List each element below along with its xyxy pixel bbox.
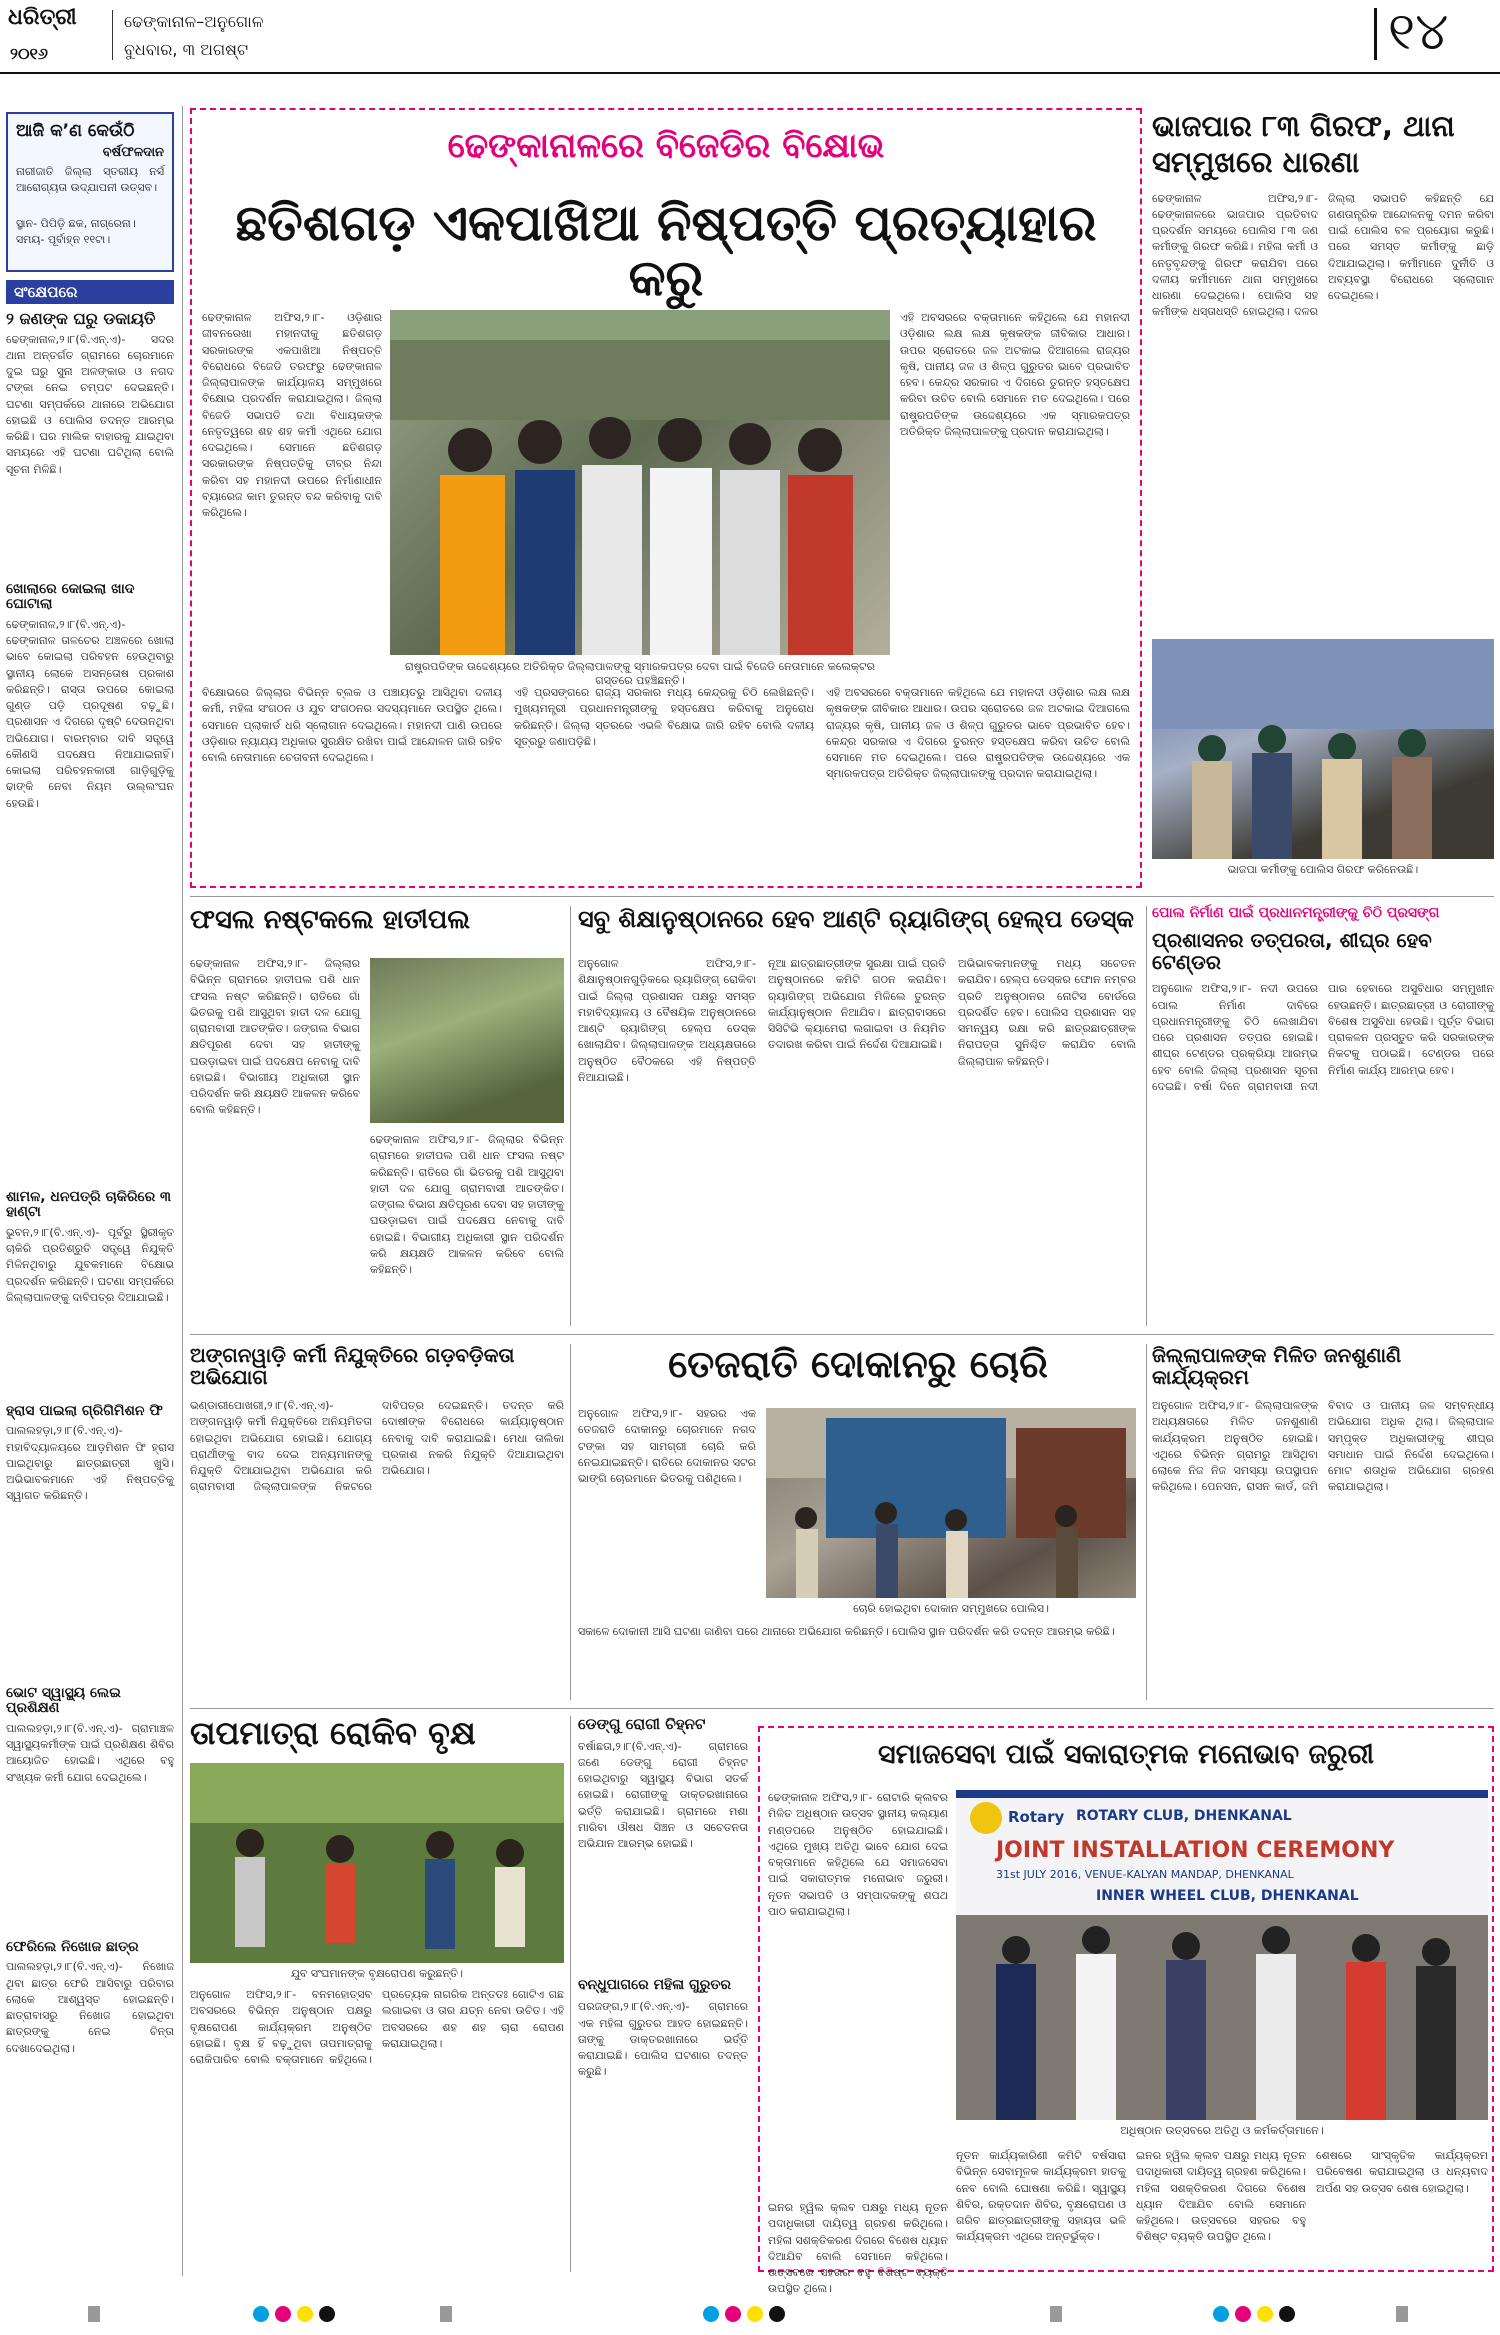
- brief-headline: ୨ ଜଣଙ୍କ ଘରୁ ଡକାୟତି: [6, 309, 156, 328]
- tender-headline: ପ୍ରଶାସନର ତତ୍ପରତା, ଶୀଘ୍ର ହେବ ଟେଣ୍ଡର: [1152, 928, 1432, 975]
- rotary-body-c: ଇନର ହ୍ୱିଲ କ୍ଲବ ପକ୍ଷରୁ ମଧ୍ୟ ନୂତନ ପଦାଧିକାରୀ ଦାୟିତ୍ୱ ଗ୍ରହଣ କରିଥିଲେ। ମହିଳା ସଶକ୍ତିକରଣ ଦିଗରେ ବିଶେଷ ଧ୍ୟାନ ଦିଆଯିବ ବୋଲି ସେମାନେ କହିଥିଲେ। ଉତ୍ସବରେ ସହରର ବହୁ ବିଶିଷ୍ଟ ବ୍ୟକ୍ତି ଉପସ୍ଥିତ ଥିଲେ।: [1136, 2149, 1306, 2244]
- brief-label-text: ସଂକ୍ଷେପରେ: [14, 283, 78, 301]
- yellow-dot: [747, 2306, 763, 2322]
- logo-text: ଧରିତ୍ରୀ: [8, 5, 77, 30]
- yellow-dot: [1257, 2306, 1273, 2322]
- brief-3: [6, 1190, 174, 1400]
- row2-rule-b: [1146, 906, 1147, 1326]
- theft-photo: [766, 1408, 1136, 1598]
- tender-body: ଅନୁଗୋଳ ଅଫିସ,୨।୮- ନଦୀ ଉପରେ ପୋଲ ନିର୍ମାଣ ଦାବିରେ ପ୍ରଧାନମନ୍ତ୍ରୀଙ୍କୁ ଚିଠି ଲେଖାଯିବା ପରେ ପ୍ରଶାସନ ତତ୍ପର ହୋଇଛି। ଶୀଘ୍ର ଟେଣ୍ଡର ପ୍ରକ୍ରିୟା ଆରମ୍ଭ ହେବ ବୋଲି ଜିଲ୍ଲା ପ୍ରଶାସନ ସୂଚନା ଦେଇଛି। ବର୍ଷା ଦିନେ ଗ୍ରାମବାସୀ ନଦୀ ପାର ହେବାରେ ଅସୁବିଧାର ସମ୍ମୁଖୀନ ହେଉଛନ୍ତି। ଛାତ୍ରଛାତ୍ରୀ ଓ ରୋଗୀଙ୍କୁ ବିଶେଷ ଅସୁବିଧା ହେଉଛି। ପୂର୍ତ୍ତ ବିଭାଗ ପ୍ରାକଳନ ପ୍ରସ୍ତୁତ କରି ସରକାରଙ୍କ ନିକଟକୁ ପଠାଇଛି। ଟେଣ୍ଡର ପରେ ନିର୍ମାଣ କାର୍ଯ୍ୟ ଆରମ୍ଭ ହେବ।: [1152, 982, 1494, 1093]
- rotary-story: [758, 1726, 1494, 2296]
- gray-mark: [1050, 2306, 1062, 2322]
- woman-brief-headline: ବନ୍ଧୁପାଗରେ ମହିଳା ଗୁରୁତର: [578, 1977, 731, 1993]
- today-venue: ସ୍ଥାନ- ପିପିଡ଼ି ଛକ, ନାଗ୍ରେନା।: [16, 216, 136, 230]
- rotary-body-a: ଢେଙ୍କାନାଳ ଅଫିସ,୨।୮- ରୋଟାରି କ୍ଲବର ମିଳିତ ଅଧିଷ୍ଠାନ ଉତ୍ସବ ସ୍ଥାନୀୟ କଲ୍ୟାଣ ମଣ୍ଡପରେ ଅନୁଷ୍ଠିତ ହୋଇଯାଇଛି। ଏଥିରେ ମୁଖ୍ୟ ଅତିଥି ଭାବେ ଯୋଗ ଦେଇ ବକ୍ତାମାନେ କହିଥିଲେ ଯେ ସମାଜସେବା ପାଇଁ ସକାରାତ୍ମକ ମନୋଭାବ ଜରୁରୀ। ନୂତନ ସଭାପତି ଓ ସମ୍ପାଦକଙ୍କୁ ଶପଥ ପାଠ କରାଯାଇଥିଲା।: [768, 1791, 948, 1918]
- elephant-photo: [370, 958, 564, 1123]
- lead-body-d: ଏହି ପ୍ରସଙ୍ଗରେ ରାଜ୍ୟ ସରକାର ମଧ୍ୟ କେନ୍ଦ୍ରକୁ ଚିଠି ଲେଖିଛନ୍ତି। ମୁଖ୍ୟମନ୍ତ୍ରୀ ପ୍ରଧାନମନ୍ତ୍ରୀଙ୍କୁ ହସ୍ତକ୍ଷେପ କରିବାକୁ ଅନୁରୋଧ କରିଛନ୍ତି। ଜିଲ୍ଲା ସ୍ତରରେ ଏଭଳି ବିକ୍ଷୋଭ ଜାରି ରହିବ ବୋଲି ଦଳୀୟ ସୂତ୍ରରୁ ଜଣାପଡ଼ିଛି।: [514, 686, 814, 748]
- row3-rule-b: [1146, 1344, 1147, 1700]
- lead-photo-people: [390, 310, 890, 655]
- lead-photo: [390, 310, 890, 655]
- today-subtitle: ବର୍ଷଫଳଦାନ: [102, 144, 164, 160]
- janasunani-story: [1152, 1344, 1494, 1700]
- ragging-body-a: ଅନୁଗୋଳ ଅଫିସ,୨।୮- ଶିକ୍ଷାନୁଷ୍ଠାନଗୁଡ଼ିକରେ ର‍୍ୟାଗିଙ୍ଗ୍ ରୋକିବା ପାଇଁ ଜିଲ୍ଲା ପ୍ରଶାସନ ପକ୍ଷରୁ ସମସ୍ତ ମହାବିଦ୍ୟାଳୟ ଓ ବୈଷୟିକ ଅନୁଷ୍ଠାନରେ ଆଣ୍ଟି ର‍୍ୟାଗିଙ୍ଗ୍ ହେଲ୍ପ ଡେସ୍କ ଖୋଲାଯିବ। ଜିଲ୍ଲାପାଳଙ୍କ ଅଧ୍ୟକ୍ଷତାରେ ଅନୁଷ୍ଠିତ ବୈଠକରେ ଏହି ନିଷ୍ପତ୍ତି ନିଆଯାଇଛି।: [578, 957, 756, 1084]
- bjp-caption: ଭାଜପା କର୍ମୀଙ୍କୁ ପୋଲିସ ଗିରଫ କରିନେଉଛି।: [1227, 862, 1419, 876]
- rotary-banner-line4: INNER WHEEL CLUB, DHENKANAL: [1096, 1888, 1359, 1904]
- rotary-body-b: ନୂତନ କାର୍ଯ୍ୟକାରିଣୀ କମିଟି ବର୍ଷସାରା ବିଭିନ୍ନ ସେବାମୂଳକ କାର୍ଯ୍ୟକ୍ରମ ହାତକୁ ନେବ ବୋଲି ଘୋଷଣା କରିଛି। ସ୍ୱାସ୍ଥ୍ୟ ଶିବିର, ରକ୍ତଦାନ ଶିବିର, ବୃକ୍ଷରୋପଣ ଓ ଗରିବ ଛାତ୍ରଛାତ୍ରୀଙ୍କୁ ସହାୟତା ଭଳି କାର୍ଯ୍ୟକ୍ରମ ଏଥିରେ ଅନ୍ତର୍ଭୁକ୍ତ।: [956, 2149, 1126, 2244]
- woman-brief: [578, 1978, 748, 2272]
- ragging-body-b: ନୂଆ ଛାତ୍ରଛାତ୍ରୀଙ୍କ ସୁରକ୍ଷା ପାଇଁ ପ୍ରତି ଅନୁଷ୍ଠାନରେ କମିଟି ଗଠନ କରାଯିବ। ର‍୍ୟାଗିଙ୍ଗ୍ ଅଭିଯୋଗ ମିଳିଲେ ତୁରନ୍ତ କାର୍ଯ୍ୟାନୁଷ୍ଠାନ ନିଆଯିବ। ଛାତ୍ରାବାସରେ ସିସିଟିଭି କ୍ୟାମେରା ଲଗାଇବା ଓ ନିୟମିତ ତଦାରଖ କରିବା ପାଇଁ ନିର୍ଦ୍ଦେଶ ଦିଆଯାଇଛି।: [768, 957, 946, 1052]
- masthead: [0, 0, 1500, 72]
- brief-body: ଢେଙ୍କାନାଳ,୨।୮(ବି.ଏନ୍‌.ଏ)- ସଦର ଥାନା ଅନ୍ତର୍ଗତ ଗ୍ରାମରେ ଚୋରମାନେ ଦୁଇ ଘରୁ ସୁନା ଅଳଙ୍କାର ଓ ନଗଦ ଟଙ୍କା ନେଇ ଚମ୍ପଟ ଦେଇଛନ୍ତି। ଘଟଣା ସମ୍ପର୍କରେ ଥାନାରେ ଅଭିଯୋଗ ହୋଇଛି ଓ ପୋଲିସ ତଦନ୍ତ ଆରମ୍ଭ କରିଛି। ଘର ମାଲିକ ବାହାରକୁ ଯାଇଥିବା ସମୟରେ ଏହି ଘଟଣା ଘଟିଥିଲା ବୋଲି ସୂଚନା ମିଳିଛି।: [6, 332, 174, 476]
- lead-body-a: ଢେଙ୍କାନାଳ ଅଫିସ,୨।୮- ଓଡ଼ିଶାର ଜୀବନରେଖା ମହାନଦୀକୁ ଛତିଶଗଡ଼ ସରକାରଙ୍କ ଏକପାଖିଆ ନିଷ୍ପତ୍ତି ବିରୋଧରେ ବିଜେଡି ତରଫରୁ ଢେଙ୍କାନାଳ ଜିଲ୍ଲାପାଳଙ୍କ କାର୍ଯ୍ୟାଳୟ ସମ୍ମୁଖରେ ବିକ୍ଷୋଭ ପ୍ରଦର୍ଶନ କରାଯାଇଥିଲା। ଜିଲ୍ଲା ବିଜେଡି ସଭାପତି ତଥା ବିଧାୟକଙ୍କ ନେତୃତ୍ୱରେ ଶହ ଶହ କର୍ମୀ ଏଥିରେ ଯୋଗ ଦେଇଥିଲେ। ସେମାନେ ଛତିଶଗଡ଼ ସରକାରଙ୍କ ନିଷ୍ପତ୍ତିକୁ ତୀବ୍ର ନିନ୍ଦା କରିବା ସହ ମହାନଦୀ ଉପରେ ନିର୍ମାଣାଧୀନ ବ୍ୟାରେଜ କାମ ତୁରନ୍ତ ବନ୍ଦ କରିବାକୁ ଦାବି କରିଥିଲେ।: [202, 311, 382, 520]
- cmyk-dots-3: [1210, 2306, 1298, 2326]
- masthead-rule: [0, 72, 1500, 74]
- theft-headline: ତେଜରାତି ଦୋକାନରୁ ଚୋରି: [668, 1342, 1048, 1386]
- bjp-photo-scene: [1152, 639, 1494, 859]
- theft-body-a: ଅନୁଗୋଳ ଅଫିସ,୨।୮- ସହରର ଏକ ତେଜରାତି ଦୋକାନରୁ ଚୋରମାନେ ନଗଦ ଟଙ୍କା ସହ ସାମଗ୍ରୀ ଚୋରି କରି ନେଇଯାଇଛନ୍ତି। ରାତିରେ ଦୋକାନର ସଟର ଭାଙ୍ଗି ଚୋରମାନେ ଭିତରକୁ ପଶିଥିଲେ।: [578, 1407, 756, 1486]
- date-label: ବୁଧବାର, ୩ ଅଗଷ୍ଟ: [124, 40, 249, 59]
- tree-story: [190, 1716, 564, 2272]
- dengue-body: ବର୍ଷାଛତା,୨।୮(ବି.ଏନ୍‌.ଏ)- ଗ୍ରାମରେ ଜଣେ ଡେଙ୍ଗୁ ରୋଗୀ ଚିହ୍ନଟ ହୋଇଥିବାରୁ ସ୍ୱାସ୍ଥ୍ୟ ବିଭାଗ ସତର୍କ ହୋଇଛି। ରୋଗୀଙ୍କୁ ଡାକ୍ତରଖାନାରେ ଭର୍ତ୍ତି କରାଯାଇଛି। ଗ୍ରାମରେ ମଶା ମାରିବା ଔଷଧ ସିଞ୍ଚନ ଓ ସଚେତନତା ଅଭିଯାନ ଆରମ୍ଭ ହୋଇଛି।: [578, 1739, 748, 1851]
- rotary-body-d: ଶେଷରେ ସାଂସ୍କୃତିକ କାର୍ଯ୍ୟକ୍ରମ ପରିବେଷଣ କରାଯାଇଥିଲା ଓ ଧନ୍ୟବାଦ ଅର୍ପଣ ସହ ଉତ୍ସବ ଶେଷ ହୋଇଥିଲା।: [1316, 2149, 1488, 2195]
- page-number: ୧୪: [1388, 2, 1449, 62]
- rotary-photo: [956, 1790, 1488, 2120]
- rotary-banner-line1: ROTARY CLUB, DHENKANAL: [1076, 1808, 1292, 1824]
- brief-body: ଢେଙ୍କାନାଳ,୨।୮(ବି.ଏନ୍‌.ଏ)- ଢେଙ୍କାନାଳ ତାଳଚେର ଅଞ୍ଚଳରେ ଖୋଲା ଭାବେ କୋଇଲା ପରିବହନ ହେଉଥିବାରୁ ସ୍ଥାନୀୟ ଲୋକେ ଅସନ୍ତୋଷ ପ୍ରକାଶ କରିଛନ୍ତି। ରାସ୍ତା ଉପରେ କୋଇଲା ଗୁଣ୍ଡ ପଡ଼ି ପ୍ରଦୂଷଣ ବଢ଼ୁଛି। ପ୍ରଶାସନ ଏ ଦିଗରେ ଦୃଷ୍ଟି ଦେଉନଥିବା ଅଭିଯୋଗ। ବାରମ୍ବାର ଦାବି ସତ୍ତ୍ୱେ କୌଣସି ପଦକ୍ଷେପ ନିଆଯାଇନାହିଁ। କୋଇଲା ପରିବହନକାରୀ ଗାଡ଼ିଗୁଡ଼ିକୁ ଢାଙ୍କି ନେବା ନିୟମ ଉଲ୍ଲଂଘନ ହେଉଛି।: [6, 617, 174, 810]
- today-text: ନାରୀଜାତି ଜିଲ୍ଲା ସ୍ତରୀୟ ନର୍ସ ଆରୋଗ୍ୟତା ଉଦ୍ଯାପନୀ ଉତ୍ସବ।: [16, 164, 164, 194]
- tree-headline: ତାପମାତ୍ରା ରୋକିବ ବୃକ୍ଷ: [190, 1714, 476, 1752]
- row-rule-3: [190, 1708, 1494, 1709]
- rotary-banner-logo: Rotary: [1008, 1808, 1065, 1826]
- cmyk-dots-1: [250, 2306, 338, 2326]
- cmyk-dots-2: [700, 2306, 788, 2326]
- lead-body-b: ଏହି ଅବସରରେ ବକ୍ତାମାନେ କହିଥିଲେ ଯେ ମହାନଦୀ ଓଡ଼ିଶାର ଲକ୍ଷ ଲକ୍ଷ କୃଷକଙ୍କ ଜୀବିକାର ଆଧାର। ଉପର ସ୍ରୋତରେ ଜଳ ଅଟକାଇ ଦିଆଗଲେ ରାଜ୍ୟର କୃଷି, ପାନୀୟ ଜଳ ଓ ଶିଳ୍ପ ଗୁରୁତର ଭାବେ ପ୍ରଭାବିତ ହେବ। କେନ୍ଦ୍ର ସରକାର ଏ ଦିଗରେ ତୁରନ୍ତ ହସ୍ତକ୍ଷେପ କରିବା ଉଚିତ ବୋଲି ସେମାନେ ମତ ଦେଇଥିଲେ। ପରେ ରାଷ୍ଟ୍ରପତିଙ୍କ ଉଦ୍ଦେଶ୍ୟରେ ଏକ ସ୍ମାରକପତ୍ର ଅତିରିକ୍ତ ଜିଲ୍ଲାପାଳଙ୍କୁ ପ୍ରଦାନ କରାଯାଇଥିଲା।: [900, 311, 1130, 438]
- brief-body: ଭୁବନ,୨।୮(ବି.ଏନ୍‌.ଏ)- ପୂର୍ବରୁ ସ୍ଥିରୀକୃତ ଚାକିରି ପ୍ରତିଶ୍ରୁତି ସତ୍ତ୍ୱେ ନିଯୁକ୍ତି ମିଳିନଥିବାରୁ ଯୁବକମାନେ ବିକ୍ଷୋଭ ପ୍ରଦର୍ଶନ କରିଛନ୍ତି। ଘଟଣା ସମ୍ପର୍କରେ ଜିଲ୍ଲାପାଳଙ୍କୁ ଦାବିପତ୍ର ଦିଆଯାଇଛି।: [6, 1225, 174, 1304]
- today-time: ସମୟ- ପୂର୍ବାହ୍ନ ୧୧ଟା।: [16, 232, 111, 246]
- brief-label: [6, 280, 174, 304]
- lead-headline: ଛତିଶଗଡ଼ ଏକପାଖିଆ ନିଷ୍ପତ୍ତି ପ୍ରତ୍ୟାହାର କରୁ: [235, 194, 1097, 307]
- brief-6: [6, 1940, 174, 2270]
- brief-1: [6, 310, 174, 570]
- anganwadi-story: [190, 1344, 564, 1700]
- ragging-headline: ସବୁ ଶିକ୍ଷାନୁଷ୍ଠାନରେ ହେବ ଆଣ୍ଟି ର‍୍ୟାଗିଙ୍ଗ୍ ହେଲ୍ପ ଡେସ୍କ: [578, 905, 1134, 933]
- lead-kicker: ଢେଙ୍କାନାଳରେ ବିଜେଡିର ବିକ୍ଷୋଭ: [447, 126, 885, 166]
- tree-body: ଅନୁଗୋଳ ଅଫିସ,୨।୮- ବନମହୋତ୍ସବ ଅବସରରେ ବିଭିନ୍ନ ଅନୁଷ୍ଠାନ ପକ୍ଷରୁ ବୃକ୍ଷରୋପଣ କାର୍ଯ୍ୟକ୍ରମ ଅନୁଷ୍ଠିତ ହୋଇଛି। ବୃକ୍ଷ ହିଁ ବଢ଼ୁଥିବା ତାପମାତ୍ରାକୁ ରୋକିପାରିବ ବୋଲି ବକ୍ତାମାନେ କହିଥିଲେ। ପ୍ରତ୍ୟେକ ନାଗରିକ ଅନ୍ତତଃ ଗୋଟିଏ ଗଛ ଲଗାଇବା ଓ ତାର ଯତ୍ନ ନେବା ଉଚିତ। ଏହି ଅବସରରେ ଶହ ଶହ ଚାରା ରୋପଣ କରାଯାଇଥିଲା।: [190, 1988, 564, 2067]
- bjp-headline: ଭାଜପାର ୮୩ ଗିରଫ, ଥାନା ସମ୍ମୁଖରେ ଧାରଣା: [1152, 109, 1455, 180]
- tree-caption: ଯୁବ ସଂଘମାନଙ୍କ ବୃକ୍ଷରୋପଣ କରୁଛନ୍ତି।: [291, 1967, 463, 1981]
- janasunani-body: ଅନୁଗୋଳ ଅଫିସ,୨।୮- ଜିଲ୍ଲାପାଳଙ୍କ ଅଧ୍ୟକ୍ଷତାରେ ମିଳିତ ଜନଶୁଣାଣି କାର୍ଯ୍ୟକ୍ରମ ଅନୁଷ୍ଠିତ ହୋଇଛି। ଏଥିରେ ବିଭିନ୍ନ ଗ୍ରାମରୁ ଆସିଥିବା ଲୋକେ ନିଜ ନିଜ ସମସ୍ୟା ଉପସ୍ଥାପନ କରିଥିଲେ। ପେନସନ, ରାସନ କାର୍ଡ, ଜମି ବିବାଦ ଓ ପାନୀୟ ଜଳ ସମ୍ବନ୍ଧୀୟ ଅଭିଯୋଗ ଅଧିକ ଥିଲା। ଜିଲ୍ଲାପାଳ ସମ୍ପୃକ୍ତ ଅଧିକାରୀଙ୍କୁ ଶୀଘ୍ର ସମାଧାନ ପାଇଁ ନିର୍ଦ୍ଦେଶ ଦେଇଥିଲେ। ମୋଟ ଶତାଧିକ ଅଭିଯୋଗ ଗ୍ରହଣ କରାଯାଇଥିଲା।: [1152, 1399, 1494, 1494]
- theft-caption: ଚୋରି ହୋଇଥିବା ଦୋକାନ ସମ୍ମୁଖରେ ପୋଲିସ।: [853, 1602, 1049, 1615]
- year-label: ୨୦୧୬: [10, 44, 48, 63]
- row-rule-2: [190, 1334, 1494, 1335]
- row3-rule-a: [570, 1344, 571, 1700]
- brief-headline: ଶାମଳ, ଧନପତ୍ରି ଚାକିରିରେ ୩ ହାଣ୍ଟା: [6, 1189, 172, 1221]
- tree-photo-scene: [190, 1763, 564, 1963]
- rotary-caption: ଅଧିଷ୍ଠାନ ଉତ୍ସବରେ ଅତିଥି ଓ କର୍ମକର୍ତ୍ତାମାନେ।: [1120, 2124, 1324, 2137]
- theft-story: [578, 1344, 1138, 1700]
- dengue-story: [578, 1716, 748, 1966]
- cyan-dot: [1213, 2306, 1229, 2322]
- page-number-divider: [1374, 8, 1377, 60]
- elephant-body-2: ଢେଙ୍କାନାଳ ଅଫିସ,୨।୮- ଜିଲ୍ଲାର ବିଭିନ୍ନ ଗ୍ରାମରେ ହାତୀପଲ ପଶି ଧାନ ଫସଲ ନଷ୍ଟ କରିଛନ୍ତି। ରାତିରେ ଗାଁ ଭିତରକୁ ପଶି ଆସୁଥିବା ହାତୀ ଦଳ ଯୋଗୁ ଗ୍ରାମବାସୀ ଆତଙ୍କିତ। ଜଙ୍ଗଲ ବିଭାଗ କ୍ଷତିପୂରଣ ଦେବା ସହ ହାତୀଙ୍କୁ ଘଉଡ଼ାଇବା ପାଇଁ ପଦକ୍ଷେପ ନେବାକୁ ଦାବି ହୋଇଛି। ବିଭାଗୀୟ ଅଧିକାରୀ ସ୍ଥାନ ପରିଦର୍ଶନ କରି କ୍ଷୟକ୍ଷତି ଆକଳନ କରିବେ ବୋଲି କହିଛନ୍ତି।: [370, 1133, 565, 1277]
- anganwadi-headline: ଅଙ୍ଗନୱାଡ଼ି କର୍ମୀ ନିଯୁକ୍ତିରେ ଗଡ଼ବଡ଼ିକତା ଅଭିଯୋଗ: [190, 1343, 515, 1389]
- black-dot: [319, 2306, 335, 2322]
- lead-story: [190, 108, 1142, 888]
- today-box: [6, 112, 174, 272]
- rotary-headline: ସମାଜସେବା ପାଇଁ ସକାରାତ୍ମକ ମନୋଭାବ ଜରୁରୀ: [877, 1739, 1375, 1770]
- ragging-story: [578, 906, 1138, 1326]
- theft-body-b: ସକାଳେ ଦୋକାନୀ ଆସି ଘଟଣା ଜାଣିବା ପରେ ଥାନାରେ ଅଭିଯୋଗ କରିଛନ୍ତି। ପୋଲିସ ସ୍ଥାନ ପରିଦର୍ଶନ କରି ତଦନ୍ତ ଆରମ୍ଭ କରିଛି।: [578, 1625, 1115, 1638]
- brief-body: ପାଲଲହଡ଼ା,୨।୮(ବି.ଏନ୍‌.ଏ)- ଗ୍ରାମାଞ୍ଚଳ ସ୍ୱାସ୍ଥ୍ୟକର୍ମୀଙ୍କ ପାଇଁ ପ୍ରଶିକ୍ଷଣ ଶିବିର ଆୟୋଜିତ ହୋଇଛି। ଏଥିରେ ବହୁ ସଂଖ୍ୟକ କର୍ମୀ ଯୋଗ ଦେଇଥିଲେ।: [6, 1721, 174, 1784]
- anganwadi-body: ଭଣ୍ଡାରୀପୋଖରୀ,୨।୮(ବି.ଏନ୍‌.ଏ)- ଅଙ୍ଗନୱାଡ଼ି କର୍ମୀ ନିଯୁକ୍ତିରେ ଅନିୟମିତତା ହୋଇଥିବା ଅଭିଯୋଗ ହୋଇଛି। ଯୋଗ୍ୟ ପ୍ରାର୍ଥୀଙ୍କୁ ବାଦ ଦେଇ ଅନ୍ୟମାନଙ୍କୁ ନିଯୁକ୍ତି ଦିଆଯାଇଥିବା ଅଭିଯୋଗ କରି ଗ୍ରାମବାସୀ ଜିଲ୍ଲାପାଳଙ୍କ ନିକଟରେ ଦାବିପତ୍ର ଦେଇଛନ୍ତି। ତଦନ୍ତ କରି ଦୋଷୀଙ୍କ ବିରୋଧରେ କାର୍ଯ୍ୟାନୁଷ୍ଠାନ ନେବାକୁ ଦାବି କରାଯାଇଛି। ମେଧା ତାଲିକା ପ୍ରକାଶ ନକରି ନିଯୁକ୍ତି ଦିଆଯାଇଥିବା ଅଭିଯୋଗ।: [190, 1399, 564, 1494]
- tender-kicker: ପୋଲ ନିର୍ମାଣ ପାଇଁ ପ୍ରଧାନମନ୍ତ୍ରୀଙ୍କୁ ଚିଠି ପ୍ରସଙ୍ଗ: [1152, 905, 1440, 921]
- elephant-body: ଢେଙ୍କାନାଳ ଅଫିସ,୨।୮- ଜିଲ୍ଲାର ବିଭିନ୍ନ ଗ୍ରାମରେ ହାତୀପଲ ପଶି ଧାନ ଫସଲ ନଷ୍ଟ କରିଛନ୍ତି। ରାତିରେ ଗାଁ ଭିତରକୁ ପଶି ଆସୁଥିବା ହାତୀ ଦଳ ଯୋଗୁ ଗ୍ରାମବାସୀ ଆତଙ୍କିତ। ଜଙ୍ଗଲ ବିଭାଗ କ୍ଷତିପୂରଣ ଦେବା ସହ ହାତୀଙ୍କୁ ଘଉଡ଼ାଇବା ପାଇଁ ପଦକ୍ଷେପ ନେବାକୁ ଦାବି ହୋଇଛି। ବିଭାଗୀୟ ଅଧିକାରୀ ସ୍ଥାନ ପରିଦର୍ଶନ କରି କ୍ଷୟକ୍ଷତି ଆକଳନ କରିବେ ବୋଲି କହିଛନ୍ତି।: [190, 957, 360, 1117]
- magenta-dot: [275, 2306, 291, 2322]
- tree-photo: [190, 1763, 564, 1963]
- janasunani-headline: ଜିଲ୍ଲାପାଳଙ୍କ ମିଳିତ ଜନଶୁଣାଣି କାର୍ଯ୍ୟକ୍ରମ: [1152, 1343, 1402, 1389]
- elephant-story: [190, 906, 564, 1326]
- magenta-dot: [1235, 2306, 1251, 2322]
- today-title: ଆଜି କ’ଣ କେଉଁଠି: [16, 121, 135, 141]
- tender-story: [1152, 906, 1494, 1326]
- row4-rule-a: [570, 1716, 571, 2272]
- dengue-headline: ଡେଙ୍ଗୁ ରୋଗୀ ଚିହ୍ନଟ: [578, 1715, 706, 1733]
- bjp-story: [1152, 108, 1494, 888]
- brief-2: [6, 582, 174, 1152]
- bjp-body: ଢେଙ୍କାନାଳ ଅଫିସ,୨।୮- ଢେଙ୍କାନାଳରେ ଭାଜପାର ପ୍ରତିବାଦ ପ୍ରଦର୍ଶନ ସମୟରେ ପୋଲିସ ୮୩ ଜଣ କର୍ମୀଙ୍କୁ ଗିରଫ କରିଛି। ମହିଳା କର୍ମୀ ଓ ନେତୃବୃନ୍ଦଙ୍କୁ ଗିରଫ କରାଯିବା ପରେ ଦଳୀୟ କର୍ମୀମାନେ ଥାନା ସମ୍ମୁଖରେ ଧାରଣା ଦେଇଥିଲେ। ପୋଲିସ ସହ କର୍ମୀଙ୍କ ଧସ୍ତାଧସ୍ତି ହୋଇଥିଲା। ଦଳର ଜିଲ୍ଲା ସଭାପତି କହିଛନ୍ତି ଯେ ଗଣତାନ୍ତ୍ରିକ ଆନ୍ଦୋଳନକୁ ଦମନ କରିବା ପାଇଁ ପୋଲିସ ବଳ ପ୍ରୟୋଗ କରୁଛି। ପରେ ସମସ୍ତ କର୍ମୀଙ୍କୁ ଛାଡ଼ି ଦିଆଯାଇଥିଲା। କର୍ମୀମାନେ ଦୁର୍ନୀତି ଓ ଅବ୍ୟବସ୍ଥା ବିରୋଧରେ ସ୍ଲୋଗାନ ଦେଇଥିଲେ।: [1152, 191, 1494, 319]
- yellow-dot: [297, 2306, 313, 2322]
- brief-body: ପାଲଲହଡ଼ା,୨।୮(ବି.ଏନ୍‌.ଏ)- ନିଖୋଜ ଥିବା ଛାତ୍ର ଫେରି ଆସିବାରୁ ପରିବାର ଲୋକେ ଆଶ୍ୱସ୍ତ ହୋଇଛନ୍ତି। ଛାତ୍ରାବାସରୁ ନିଖୋଜ ହୋଇଥିବା ଛାତ୍ରଙ୍କୁ ନେଇ ଚିନ୍ତା ଦେଖାଦେଇଥିଲା।: [6, 1960, 174, 2055]
- row-rule-1: [190, 896, 1494, 897]
- footer-marks: [0, 2296, 1500, 2332]
- lead-caption: ରାଷ୍ଟ୍ରପତିଙ୍କ ଉଦ୍ଦେଶ୍ୟରେ ଅତିରିକ୍ତ ଜିଲ୍ଲାପାଳଙ୍କୁ ସ୍ମାରକପତ୍ର ଦେବା ପାଇଁ ବିଜେଡି ନେତାମାନେ କଲେକ୍ଟର ଗସ୍ତରେ ପହଞ୍ଚିଛନ୍ତି।: [404, 660, 876, 687]
- cyan-dot: [703, 2306, 719, 2322]
- cyan-dot: [253, 2306, 269, 2322]
- brief-headline: ଭୋଟ ସ୍ୱାସ୍ଥ୍ୟ ଲେଇ ପ୍ରଶିକ୍ଷଣ: [6, 1685, 121, 1717]
- rotary-banner-line2: JOINT INSTALLATION CEREMONY: [996, 1838, 1395, 1863]
- lead-body-e: ଏହି ଅବସରରେ ବକ୍ତାମାନେ କହିଥିଲେ ଯେ ମହାନଦୀ ଓଡ଼ିଶାର ଲକ୍ଷ ଲକ୍ଷ କୃଷକଙ୍କ ଜୀବିକାର ଆଧାର। ଉପର ସ୍ରୋତରେ ଜଳ ଅଟକାଇ ଦିଆଗଲେ ରାଜ୍ୟର କୃଷି, ପାନୀୟ ଜଳ ଓ ଶିଳ୍ପ ଗୁରୁତର ଭାବେ ପ୍ରଭାବିତ ହେବ। କେନ୍ଦ୍ର ସରକାର ଏ ଦିଗରେ ତୁରନ୍ତ ହସ୍ତକ୍ଷେପ କରିବା ଉଚିତ ବୋଲି ସେମାନେ ମତ ଦେଇଥିଲେ। ପରେ ରାଷ୍ଟ୍ରପତିଙ୍କ ଉଦ୍ଦେଶ୍ୟରେ ଏକ ସ୍ମାରକପତ୍ର ଅତିରିକ୍ତ ଜିଲ୍ଲାପାଳଙ୍କୁ ପ୍ରଦାନ କରାଯାଇଥିଲା।: [826, 686, 1130, 781]
- logo: [8, 6, 100, 40]
- gray-mark: [88, 2306, 100, 2322]
- brief-headline: ହ୍ରାସ ପାଇଲା ଗ୍ରିଗିମିଶନ ଫି: [6, 1403, 163, 1419]
- brief-4: [6, 1404, 174, 1654]
- ragging-body-c: ଅଭିଭାବକମାନଙ୍କୁ ମଧ୍ୟ ସଚେତନ କରାଯିବ। ହେଲ୍ପ ଡେସ୍କର ଫୋନ ନମ୍ବର ପ୍ରତି ଅନୁଷ୍ଠାନର ନୋଟିସ ବୋର୍ଡରେ ପ୍ରଦର୍ଶିତ ହେବ। ପୋଲିସ ପ୍ରଶାସନ ସହ ସମନ୍ୱୟ ରକ୍ଷା କରି ଛାତ୍ରଛାତ୍ରୀଙ୍କ ନିରାପତ୍ତା ସୁନିଶ୍ଚିତ କରାଯିବ ବୋଲି ଜିଲ୍ଲାପାଳ କହିଛନ୍ତି।: [958, 957, 1136, 1068]
- black-dot: [1279, 2306, 1295, 2322]
- bjp-photo: [1152, 639, 1494, 859]
- brief-body: ପାଲଲହଡ଼ା,୨।୮(ବି.ଏନ୍‌.ଏ)- ମହାବିଦ୍ୟାଳୟରେ ଆଡ଼ମିଶନ ଫି ହ୍ରାସ ପାଇଥିବାରୁ ଛାତ୍ରଛାତ୍ରୀ ଖୁସି। ଅଭିଭାବକମାନେ ଏହି ନିଷ୍ପତ୍ତିକୁ ସ୍ୱାଗତ କରିଛନ୍ତି।: [6, 1424, 174, 1503]
- brief-5: [6, 1686, 174, 1936]
- elephant-headline: ଫସଲ ନଷ୍ଟକଲେ ହାତୀପଲ: [190, 905, 470, 935]
- row2-rule-a: [570, 906, 571, 1326]
- rotary-body-e: ଇନର ହ୍ୱିଲ କ୍ଲବ ପକ୍ଷରୁ ମଧ୍ୟ ନୂତନ ପଦାଧିକାରୀ ଦାୟିତ୍ୱ ଗ୍ରହଣ କରିଥିଲେ। ମହିଳା ସଶକ୍ତିକରଣ ଦିଗରେ ବିଶେଷ ଧ୍ୟାନ ଦିଆଯିବ ବୋଲି ସେମାନେ କହିଥିଲେ। ଉତ୍ସବରେ ସହରର ବହୁ ବିଶିଷ୍ଟ ବ୍ୟକ୍ତି ଉପସ୍ଥିତ ଥିଲେ।: [768, 2201, 948, 2296]
- theft-photo-shop: [766, 1408, 1136, 1598]
- brief-headline: ଖୋଲାରେ କୋଇଲା ଖାଦ ଘୋଟାଲା: [6, 581, 135, 613]
- gray-mark: [440, 2306, 452, 2322]
- rotary-banner-line3: 31st JULY 2016, VENUE-KALYAN MANDAP, DHENKANAL: [996, 1868, 1294, 1881]
- edition-label: ଢେଙ୍କାନାଳ–ଅନୁଗୋଳ: [124, 12, 264, 31]
- left-column-rule: [182, 106, 183, 2276]
- gray-mark: [1396, 2306, 1408, 2322]
- masthead-divider: [112, 10, 113, 60]
- woman-brief-body: ପରଜଙ୍ଗ,୨।୮(ବି.ଏନ୍‌.ଏ)- ଗ୍ରାମରେ ଏକ ମହିଳା ଗୁରୁତର ଆହତ ହୋଇଛନ୍ତି। ତାଙ୍କୁ ଡାକ୍ତରଖାନାରେ ଭର୍ତ୍ତି କରାଯାଇଛି। ପୋଲିସ ଘଟଣାର ତଦନ୍ତ କରୁଛି।: [578, 2000, 748, 2079]
- lead-body-c: ବିକ୍ଷୋଭରେ ଜିଲ୍ଲାର ବିଭିନ୍ନ ବ୍ଲକ ଓ ପଞ୍ଚାୟତରୁ ଆସିଥିବା ଦଳୀୟ କର୍ମୀ, ମହିଳା ସଂଗଠନ ଓ ଯୁବ ସଂଗଠନର ସଦସ୍ୟମାନେ ଉପସ୍ଥିତ ଥିଲେ। ସେମାନେ ପ୍ଲାକାର୍ଡ ଧରି ସ୍ଲୋଗାନ ଦେଇଥିଲେ। ମହାନଦୀ ପାଣି ଉପରେ ଓଡ଼ିଶାର ନ୍ୟାଯ୍ୟ ଅଧିକାର ସୁରକ୍ଷିତ ରଖିବା ପାଇଁ ଆନ୍ଦୋଳନ ଜାରି ରହିବ ବୋଲି ନେତାମାନେ ଚେତାବନୀ ଦେଇଥିଲେ।: [202, 686, 502, 765]
- brief-headline: ଫେରିଲେ ନିଖୋଜ ଛାତ୍ର: [6, 1939, 139, 1955]
- magenta-dot: [725, 2306, 741, 2322]
- black-dot: [769, 2306, 785, 2322]
